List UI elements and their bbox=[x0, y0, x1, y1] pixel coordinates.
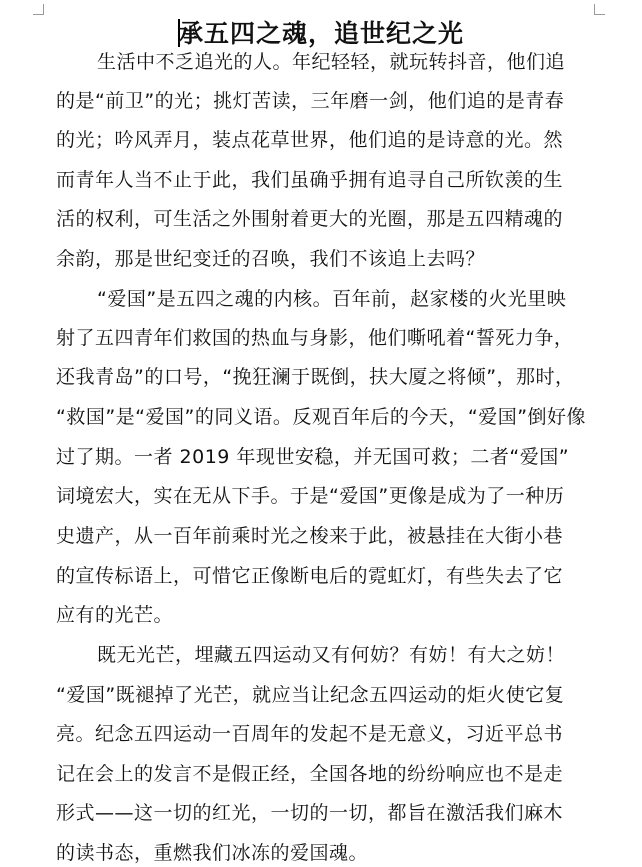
text-line[interactable]: “爱国”是五四之魂的内核。百年前，赵家楼的火光里映 bbox=[97, 288, 567, 310]
text-line[interactable]: 的是“前卫”的光；挑灯苦读，三年磨一剑，他们追的是青春 bbox=[56, 90, 565, 112]
text-line[interactable]: 史遗产，从一百年前乘时光之梭来于此，被悬挂在大街小巷 bbox=[56, 525, 564, 547]
text-line[interactable]: 生活中不乏追光的人。年纪轻轻，就玩转抖音，他们追 bbox=[97, 51, 566, 73]
text-line[interactable]: 词境宏大，实在无从下手。于是“爱国”更像是成为了一种历 bbox=[56, 485, 565, 507]
text-line[interactable]: 形式——这一切的红光，一切的一切，都旨在激活我们麻木 bbox=[56, 802, 564, 824]
text-line[interactable]: 既无光芒，埋藏五四运动又有何妨？有妨！有大之妨！ bbox=[97, 644, 566, 666]
text-line[interactable]: 记在会上的发言不是假正经，全国各地的纷纷响应也不是走 bbox=[56, 763, 564, 785]
text-line[interactable]: 的读书态，重燃我们冰冻的爱国魂。 bbox=[56, 842, 369, 864]
text-line[interactable]: 的宣传标语上，可惜它正像断电后的霓虹灯，有些失去了它 bbox=[56, 565, 564, 587]
text-line[interactable]: 余韵，那是世纪变迁的召唤，我们不该追上去吗？ bbox=[56, 248, 486, 270]
text-line[interactable]: “救国”是“爱国”的同义语。反观百年后的今天，“爱国”倒好像 bbox=[56, 406, 587, 428]
text-line[interactable]: “爱国”既褪掉了光芒，就应当让纪念五四运动的炬火使它复 bbox=[56, 684, 565, 706]
text-line[interactable]: 亮。纪念五四运动一百周年的发起不是无意义，习近平总书 bbox=[56, 723, 564, 745]
text-line[interactable]: 过了期。一者 2019 年现世安稳，并无国可救；二者“爱国” bbox=[56, 446, 570, 468]
text-line[interactable]: 射了五四青年们救国的热血与身影，他们嘶吼着“誓死力争， bbox=[56, 327, 574, 349]
text-line[interactable]: 还我青岛”的口号，“挽狂澜于既倒，扶大厦之将倾”，那时， bbox=[56, 366, 575, 388]
text-line[interactable]: 应有的光芒。 bbox=[56, 604, 174, 626]
text-line[interactable]: 的光；吟风弄月，装点花草世界，他们追的是诗意的光。然 bbox=[56, 129, 564, 151]
text-line[interactable]: 活的权利，可生活之外围射着更大的光圈，那是五四精魂的 bbox=[56, 208, 564, 230]
text-line[interactable]: 而青年人当不止于此，我们虽确乎拥有追寻自己所钦羡的生 bbox=[56, 169, 564, 191]
document-title[interactable]: 承五四之魂，追世纪之光 bbox=[177, 19, 464, 48]
